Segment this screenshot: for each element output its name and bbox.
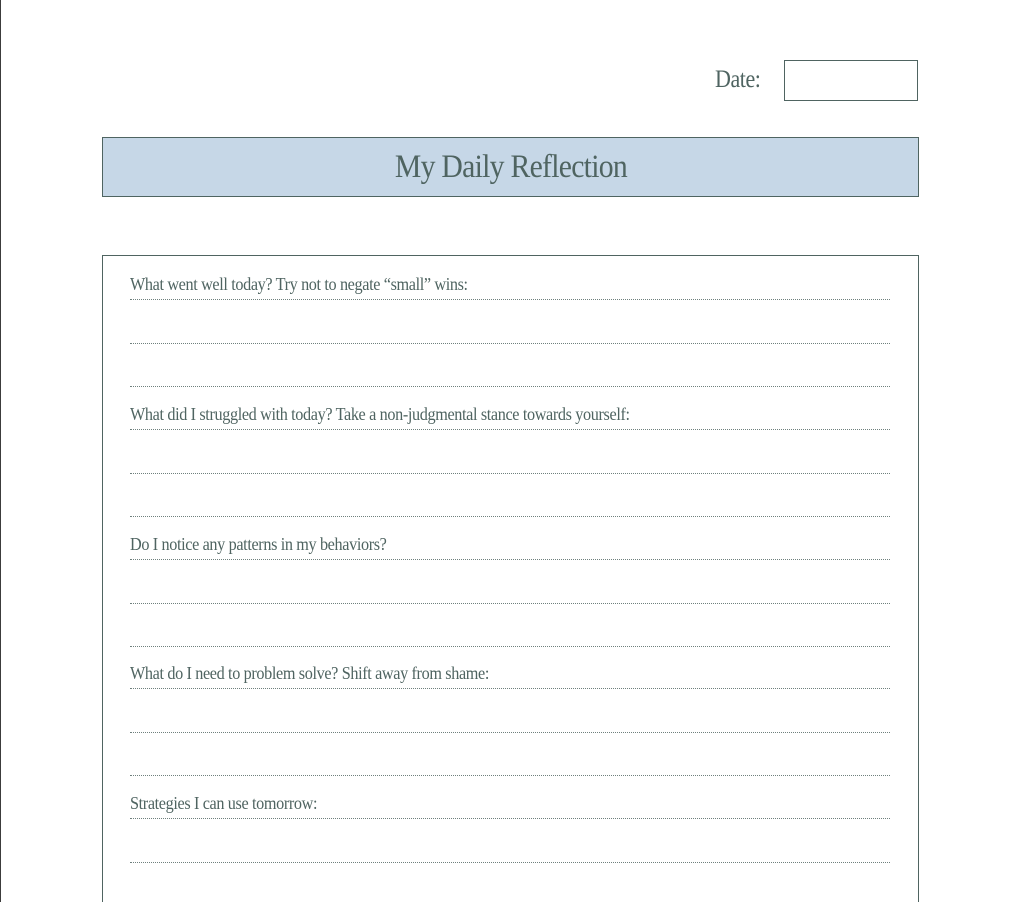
answer-line[interactable] <box>130 732 890 733</box>
question-problem-solve: What do I need to problem solve? Shift away from shame: <box>130 663 490 683</box>
question-patterns: Do I notice any patterns in my behaviors? <box>130 534 387 554</box>
page-left-edge <box>0 0 1 902</box>
answer-line[interactable] <box>130 343 890 344</box>
answer-line[interactable] <box>130 429 890 430</box>
question-strategies: Strategies I can use tomorrow: <box>130 793 318 813</box>
reflection-panel <box>102 255 919 902</box>
answer-line[interactable] <box>130 559 890 560</box>
reflection-section-strategies <box>130 775 890 902</box>
answer-line[interactable] <box>130 473 890 474</box>
date-field[interactable] <box>784 60 918 101</box>
answer-line[interactable] <box>130 603 890 604</box>
reflection-section-struggled <box>130 386 890 516</box>
title-banner <box>102 137 919 197</box>
answer-line[interactable] <box>130 818 890 819</box>
reflection-section-problem-solve <box>130 645 890 775</box>
date-label: Date: <box>715 66 761 93</box>
answer-line[interactable] <box>130 862 890 863</box>
reflection-section-patterns <box>130 516 890 646</box>
reflection-section-went-well <box>130 256 890 386</box>
answer-line[interactable] <box>130 299 890 300</box>
question-struggled: What did I struggled with today? Take a non-judgmental stance towards yourself: <box>130 404 630 424</box>
answer-line[interactable] <box>130 688 890 689</box>
question-went-well: What went well today? Try not to negate “small” wins: <box>130 274 468 294</box>
page-title: My Daily Reflection <box>394 149 627 185</box>
